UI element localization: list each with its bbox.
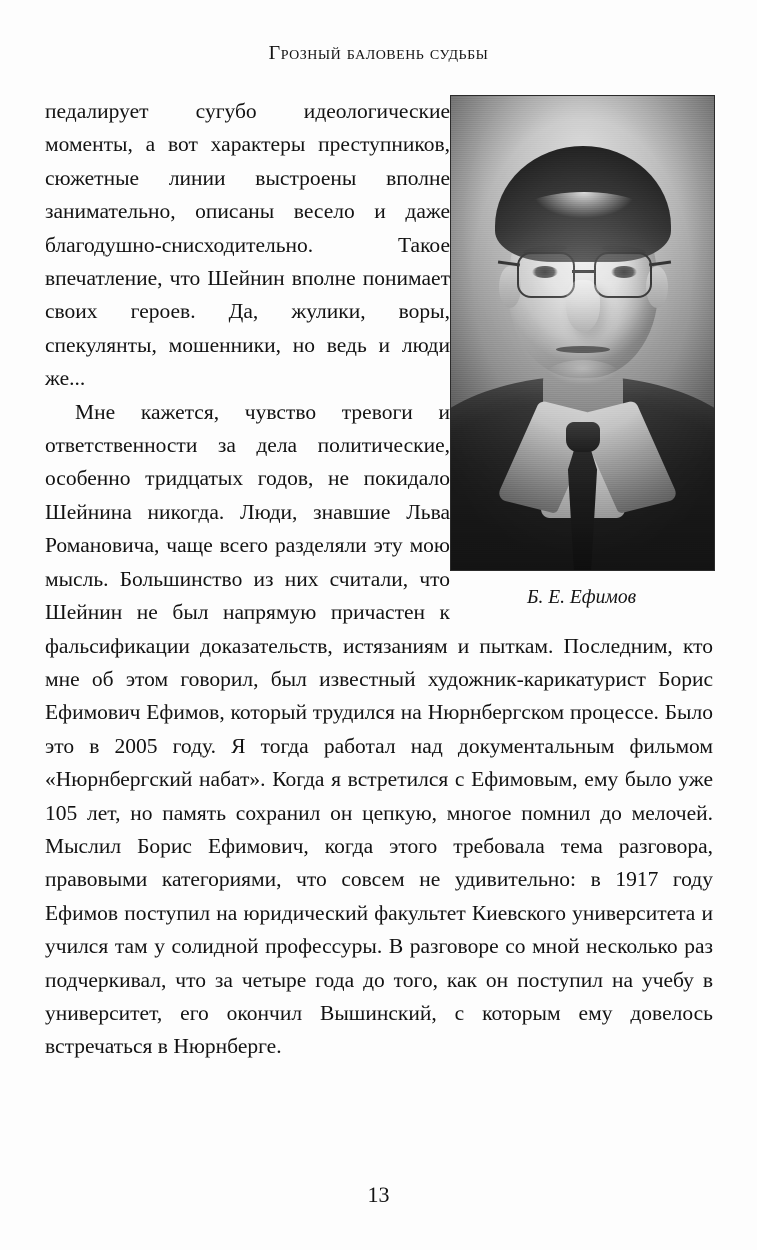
figure-caption: Б. Е. Ефимов [526,587,637,608]
photo-grain [451,96,714,570]
body-text [45,95,713,1064]
running-head: Грозный баловень судьбы [268,42,489,64]
figure-portrait [450,95,713,614]
portrait-photo [450,95,715,571]
paragraph-1: педалирует сугубо идеологические моменты, а вот характеры преступников, сюжетные линии выстроены вполне занимательно, описаны весело и даже благодушно-снисходительно. Такое впечатление, что Шейнин вполне понимает своих героев. Да, жулики, воры, спекулянты, мошенники, но ведь и люди же... [45,99,450,391]
paragraph-2: Мне кажется, чувство тревоги и ответственности за дела политические, особенно тридцатых годов, не покидало Шейнина никогда. Люди, знавшие Льва Романовича, чаще всего разделяли эту мою мысль. Большинство из них считали, что Шейнин не был напрямую причастен к фальсификации доказательств, истязаниям и пыткам. Последним, кто мне об этом говорил, был известный художник-карикатурист Борис Ефимович Ефимов, который трудился на Нюрнбергском процессе. Было это в 2005 году. Я тогда работал над документальным фильмом «Нюрнбергский набат». Когда я встретился с Ефимовым, ему было уже 105 лет, но память сохранил он цепкую, многое помнил до мелочей. Мыслил Борис Ефимович, когда этого требовала тема разговора, правовыми категориями, что совсем не удивительно: в 1917 году Ефимов поступил на юридический факультет Киевского университета и учился там у солидной профессуры. В разговоре со мной несколько раз подчеркивал, что за четыре года до того, как он поступил на учебу в университет, его окончил Вышинский, с которым ему довелось встречаться в Нюрнберге. [45,399,713,1059]
page-number: 13 [367,1182,390,1207]
